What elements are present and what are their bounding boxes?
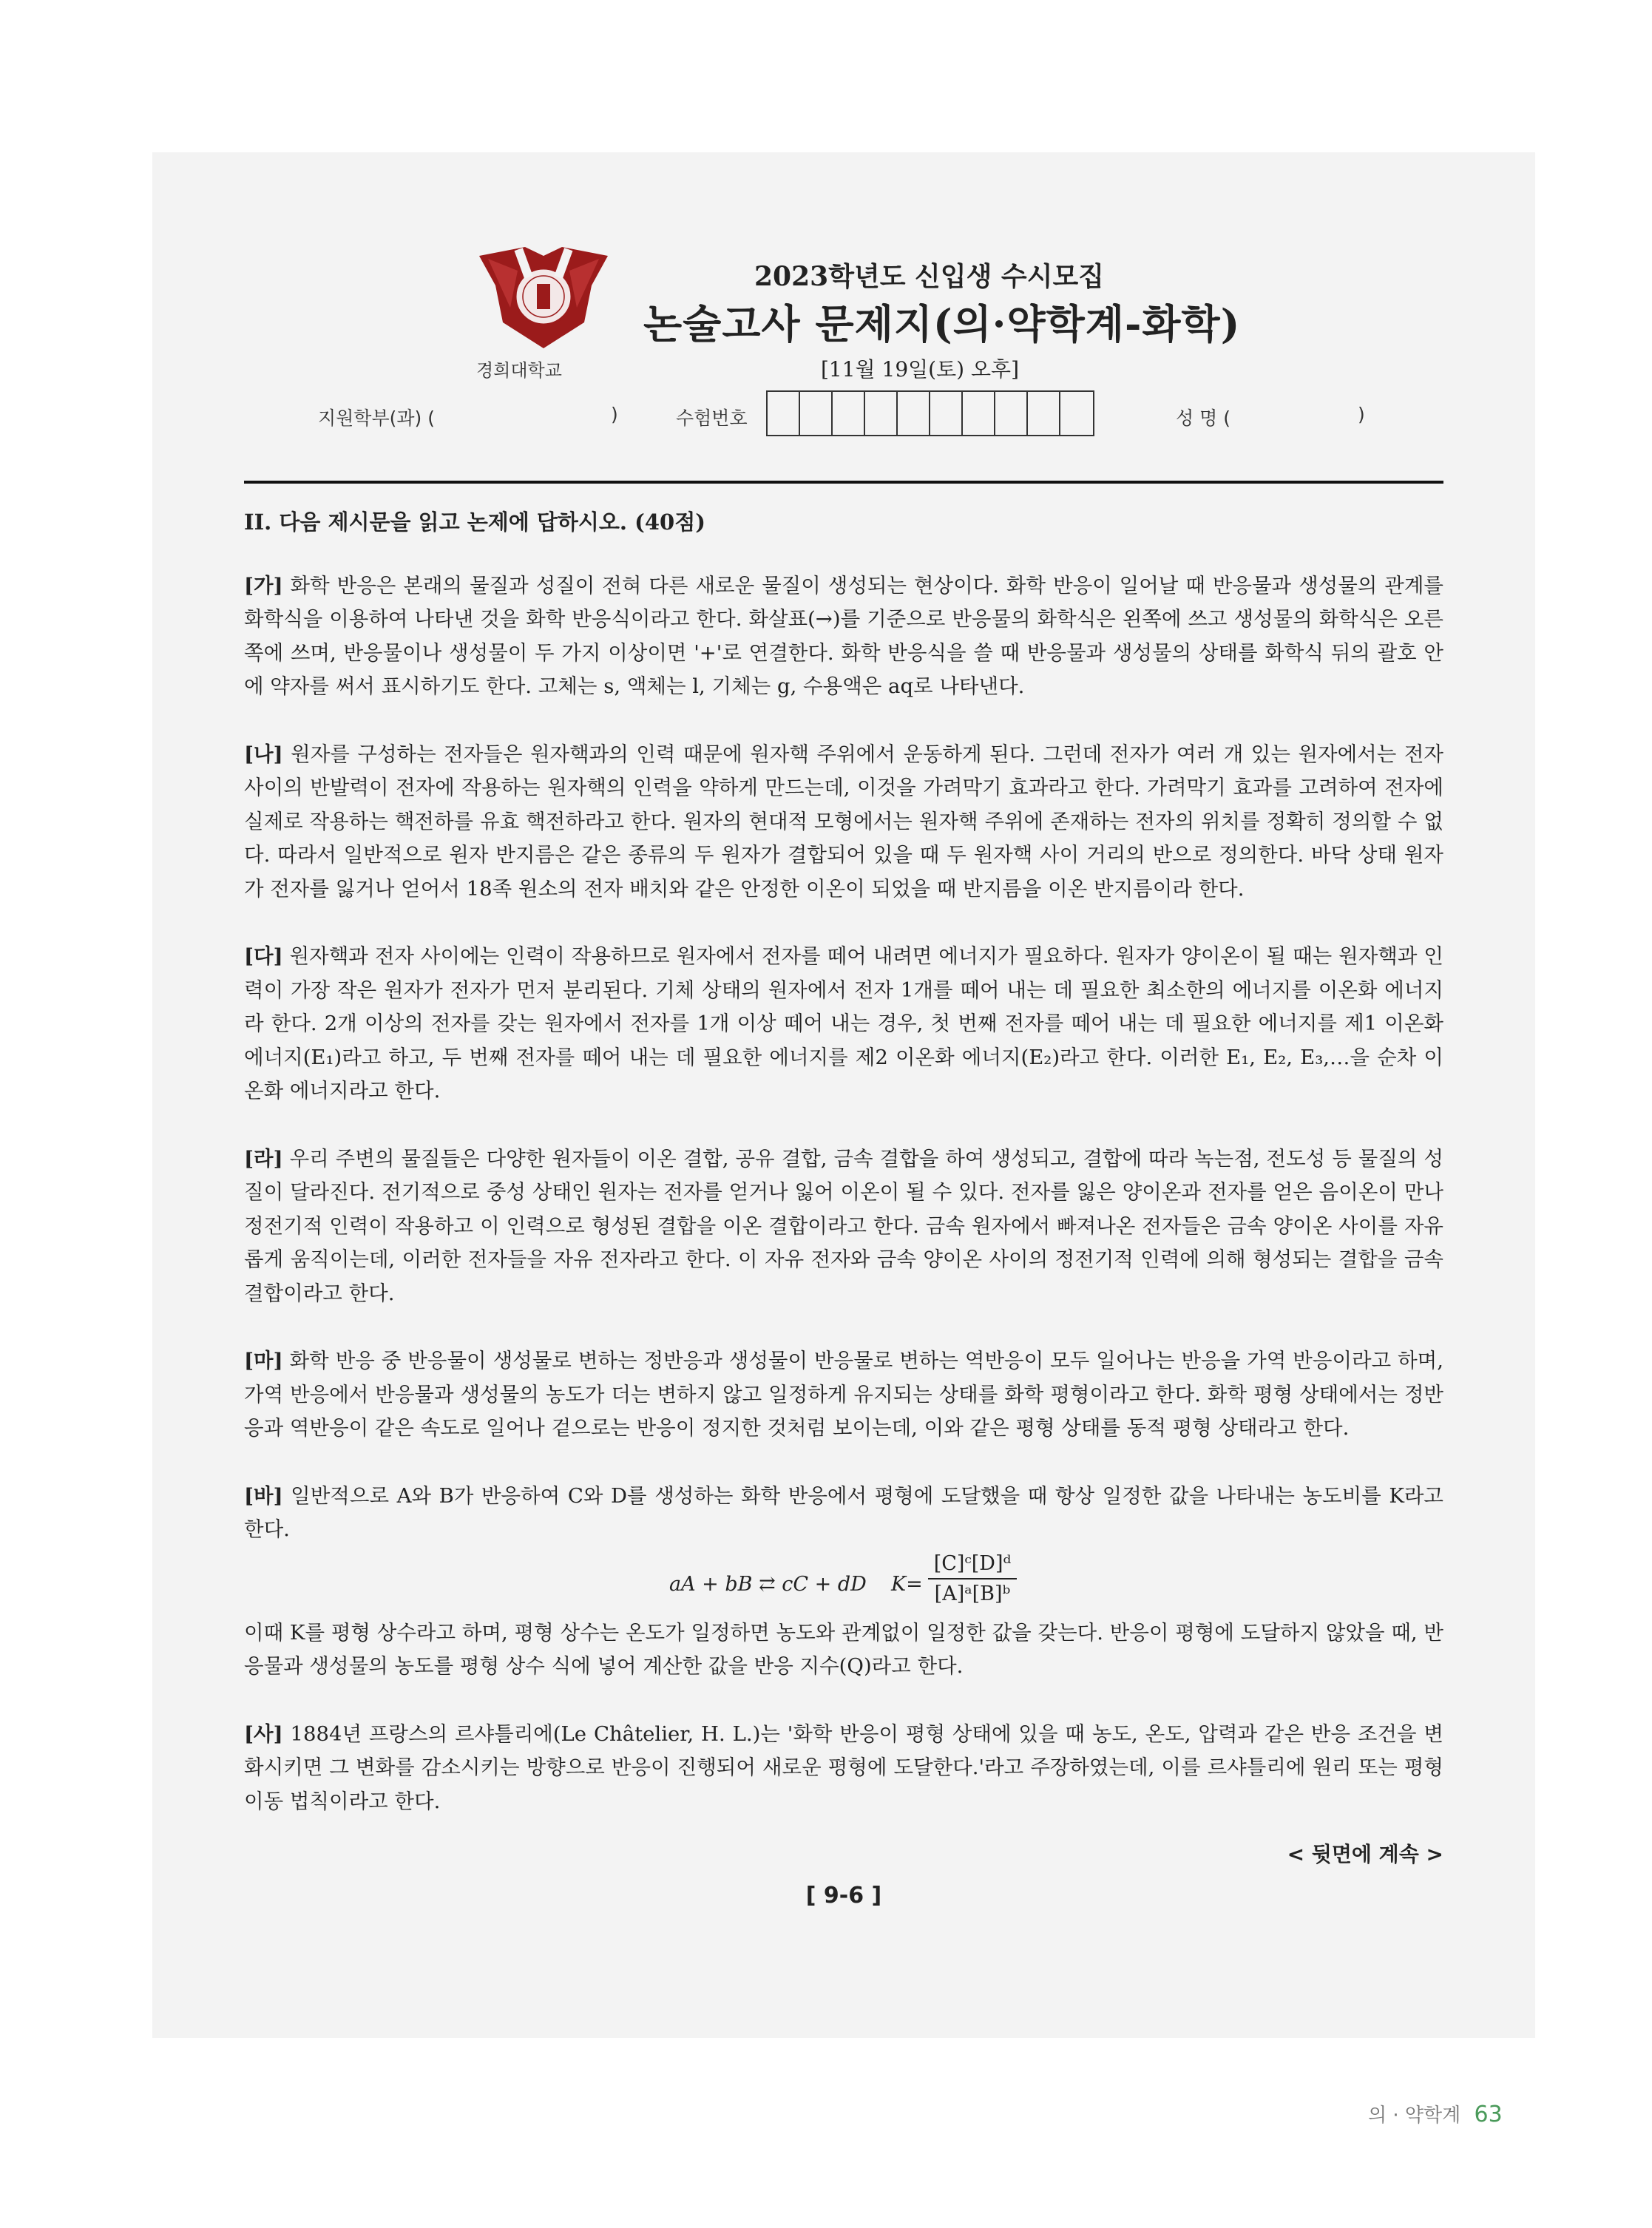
continued-notice: < 뒷면에 계속 > — [1287, 1842, 1443, 1866]
exam-number-box[interactable] — [1060, 392, 1093, 435]
name-label: 성 명 ( — [1176, 407, 1230, 429]
passage-text: 일반적으로 A와 B가 반응하여 C와 D를 생성하는 화학 반응에서 평형에 도달했을 때 항상 일정한 값을 나타내는 농도비를 K라고 한다. — [244, 1483, 1443, 1541]
exam-number-box[interactable] — [1028, 392, 1060, 435]
passage-text: 우리 주변의 물질들은 다양한 원자들이 이온 결합, 공유 결합, 금속 결합을 하여 생성되고, 결합에 따라 녹는점, 전도성 등 물질의 성질이 달라진다. 전기적으로 중성 상태인 원자는 전자를 얻거나 잃어 이온이 될 수 있다. 전자를 잃은 양이온과 전자를 얻은 음이온이 만나 정전기적 인력이 작용하고 이 인력으로 형성된 결합을 이온 결합이라고 한다. 금속 원자에서 빠져나온 전자들은 금속 양이온 사이를 자유롭게 움직이는데, 이러한 전자들을 자유 전자라고 한다. 이 자유 전자와 금속 양이온 사이의 정전기적 인력에 의해 형성되는 결합을 금속 결합이라고 한다. — [244, 1146, 1443, 1305]
equation-numerator: [C]ᶜ[D]ᵈ — [928, 1550, 1017, 1579]
exam-number-box[interactable] — [963, 392, 995, 435]
passage-tag: [사] — [244, 1721, 283, 1746]
passage-tag: [다] — [244, 944, 283, 968]
passage-na — [244, 738, 1443, 907]
page-footer — [1368, 2100, 1503, 2127]
equation-reaction: aA + bB ⇄ cC + dD — [669, 1572, 867, 1596]
equation-k: K= — [891, 1572, 923, 1596]
exam-number-box[interactable] — [865, 392, 898, 435]
exam-date: [11월 19일(토) 오후] — [821, 357, 1019, 382]
exam-number-box[interactable] — [833, 392, 865, 435]
passage-ga — [244, 569, 1443, 704]
page-marker: [ 9-6 ] — [805, 1882, 882, 1909]
exam-title: 논술고사 문제지(의·약학계-화학) — [643, 300, 1241, 348]
passage-sa — [244, 1718, 1443, 1819]
passage-tag: [나] — [244, 742, 283, 766]
department-close: ) — [611, 404, 618, 425]
passage-tag: [바] — [244, 1483, 283, 1508]
passage-tag: [라] — [244, 1146, 283, 1171]
department-label: 지원학부(과) ( — [318, 407, 435, 429]
footer-page-number: 63 — [1474, 2102, 1503, 2127]
passage-da — [244, 940, 1443, 1108]
passage-text: 원자를 구성하는 전자들은 원자핵과의 인력 때문에 원자핵 주위에서 운동하게 된다. 그런데 전자가 여러 개 있는 원자에서는 전자 사이의 반발력이 전자에 작용하는 원자핵의 인력을 약하게 만드는데, 이것을 가려막기 효과라고 한다. 가려막기 효과를 고려하여 전자에 실제로 작용하는 핵전하를 유효 핵전하라고 한다. 원자의 현대적 모형에서는 원자핵 주위에 존재하는 전자의 위치를 정확히 정의할 수 없다. 따라서 일반적으로 원자 반지름은 같은 종류의 두 원자가 결합되어 있을 때 두 원자핵 사이 거리의 반으로 정의한다. 바닥 상태 원자가 전자를 잃거나 얻어서 18족 원소의 전자 배치와 같은 안정한 이온이 되었을 때 반지름을 이온 반지름이라 한다. — [244, 742, 1443, 901]
applicant-info-row — [244, 390, 1443, 442]
exam-number-box[interactable] — [995, 392, 1028, 435]
passage-ra — [244, 1142, 1443, 1311]
exam-number-box[interactable] — [800, 392, 833, 435]
passage-text: 1884년 프랑스의 르샤틀리에(Le Châtelier, H. L.)는 '화학 반응이 평형 상태에 있을 때 농도, 온도, 압력과 같은 반응 조건을 변화시키면 그 변화를 감소시키는 방향으로 반응이 진행되어 새로운 평형에 도달한다.'라고 주장하였는데, 이를 르샤틀리에 원리 또는 평형 이동 법칙이라고 한다. — [244, 1721, 1443, 1813]
passage-text-after-equation: 이때 K를 평형 상수라고 하며, 평형 상수는 온도가 일정하면 농도와 관계없이 일정한 값을 갖는다. 반응이 평형에 도달하지 않았을 때, 반응물과 생성물의 농도를 평형 상수 식에 넣어 계산한 값을 반응 지수(Q)라고 한다. — [244, 1620, 1443, 1678]
equation-fraction — [928, 1550, 1017, 1609]
name-close: ) — [1358, 404, 1365, 425]
exam-number-box[interactable] — [898, 392, 930, 435]
passage-tag: [마] — [244, 1349, 283, 1372]
exam-number-box[interactable] — [768, 392, 800, 435]
footer-section: 의 · 약학계 — [1368, 2105, 1461, 2127]
passage-text: 화학 반응 중 반응물이 생성물로 변하는 정반응과 생성물이 반응물로 변하는 역반응이 모두 일어나는 반응을 가역 반응이라고 하며, 가역 반응에서 반응물과 생성물의 농도가 더는 변하지 않고 일정하게 유지되는 상태를 화학 평형이라고 한다. 화학 평형 상태에서는 정반응과 역반응이 같은 속도로 일어나 겉으로는 반응이 정지한 것처럼 보이는데, 이와 같은 평형 상태를 동적 평형 상태라고 한다. — [244, 1349, 1443, 1440]
passage-ma — [244, 1344, 1443, 1446]
exam-number-box[interactable] — [930, 392, 963, 435]
exam-number-label: 수험번호 — [676, 407, 748, 429]
exam-sheet — [152, 152, 1535, 2038]
passage-text: 원자핵과 전자 사이에는 인력이 작용하므로 원자에서 전자를 떼어 내려면 에너지가 필요하다. 원자가 양이온이 될 때는 원자핵과 인력이 가장 작은 원자가 전자가 먼저 분리된다. 기체 상태의 원자에서 전자 1개를 떼어 내는 데 필요한 최소한의 에너지를 이온화 에너지라 한다. 2개 이상의 전자를 갖는 원자에서 전자를 1개 이상 떼어 내는 경우, 첫 번째 전자를 떼어 내는 데 필요한 에너지를 제1 이온화 에너지(E₁)라고 하고, 두 번째 전자를 떼어 내는 데 필요한 에너지를 제2 이온화 에너지(E₂)라고 한다. 이러한 E₁, E₂, E₃,…을 순차 이온화 에너지라고 한다. — [244, 944, 1444, 1103]
passage-ba — [244, 1480, 1443, 1684]
passage-tag: [가] — [244, 573, 283, 597]
passage-text: 화학 반응은 본래의 물질과 성질이 전혀 다른 새로운 물질이 생성되는 현상이다. 화학 반응이 일어날 때 반응물과 생성물의 관계를 화학식을 이용하여 나타낸 것을 화학 반응식이라고 한다. 화살표(→)를 기준으로 반응물의 화학식은 왼쪽에 쓰고 생성물의 화학식은 오른쪽에 쓰며, 반응물이나 생성물이 두 가지 이상이면 '+'로 연결한다. 화학 반응식을 쓸 때 반응물과 생성물의 상태를 화학식 뒤의 괄호 안에 약자를 써서 표시하기도 한다. 고체는 s, 액체는 l, 기체는 g, 수용액은 aq로 나타낸다. — [244, 573, 1443, 698]
question-title: II. 다음 제시문을 읽고 논제에 답하시오. (40점) — [244, 509, 705, 535]
equilibrium-equation — [244, 1550, 1443, 1614]
question-content — [244, 506, 1443, 1912]
exam-header — [244, 241, 1443, 389]
university-name: 경희대학교 — [476, 360, 562, 381]
exam-year: 2023학년도 신입생 수시모집 — [754, 261, 1105, 292]
university-seal-logo — [473, 241, 614, 352]
equation-denominator: [A]ᵃ[B]ᵇ — [934, 1582, 1011, 1605]
header-divider — [244, 481, 1443, 484]
exam-number-boxes[interactable] — [766, 390, 1094, 436]
